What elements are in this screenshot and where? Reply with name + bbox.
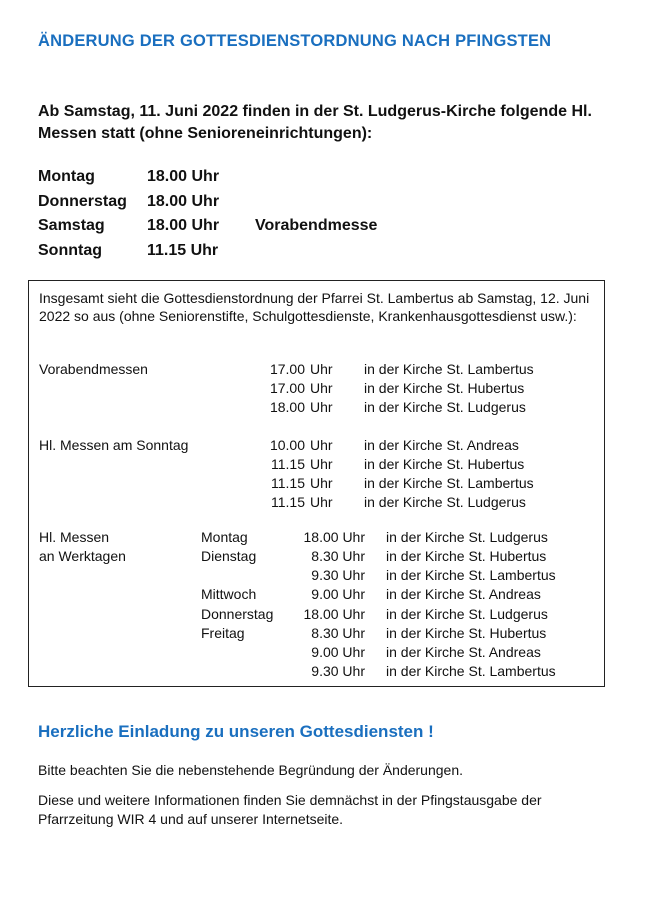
church: in der Kirche St. Hubertus bbox=[364, 456, 525, 472]
schedule-time: 18.00 Uhr bbox=[147, 168, 220, 185]
church: in der Kirche St. Lambertus bbox=[364, 475, 534, 491]
time: 8.30 Uhr bbox=[311, 548, 365, 564]
invitation-heading: Herzliche Einladung zu unseren Gottesdiensten ! bbox=[38, 722, 434, 741]
unit: Uhr bbox=[310, 380, 333, 396]
time: 17.00 bbox=[269, 361, 305, 377]
day: Montag bbox=[201, 529, 248, 545]
time: 11.15 bbox=[271, 456, 305, 472]
schedule-day: Montag bbox=[38, 168, 95, 185]
schedule-note: Vorabendmesse bbox=[255, 217, 378, 234]
intro-text: Ab Samstag, 11. Juni 2022 finden in der St. Ludgerus-Kirche folgende Hl. Messen statt (ohne Senioreneinrichtungen): bbox=[38, 103, 592, 142]
church: in der Kirche St. Andreas bbox=[386, 644, 541, 660]
time: 11.15 bbox=[271, 475, 305, 491]
schedule-day: Sonntag bbox=[38, 242, 102, 259]
schedule-time: 18.00 Uhr bbox=[147, 193, 220, 210]
time: 11.15 bbox=[271, 494, 305, 510]
church: in der Kirche St. Ludgerus bbox=[386, 529, 548, 545]
note-paragraph: Bitte beachten Sie die nebenstehende Begründung der Änderungen. bbox=[38, 762, 464, 778]
schedule-time: 11.15 Uhr bbox=[147, 242, 219, 259]
church: in der Kirche St. Andreas bbox=[386, 586, 541, 602]
schedule-time: 18.00 Uhr bbox=[147, 217, 220, 234]
unit: Uhr bbox=[310, 361, 333, 377]
time: 18.00 Uhr bbox=[303, 529, 365, 545]
time: 9.00 Uhr bbox=[311, 644, 365, 660]
church: in der Kirche St. Hubertus bbox=[364, 380, 525, 396]
time: 9.00 Uhr bbox=[311, 586, 365, 602]
time: 9.30 Uhr bbox=[311, 663, 365, 679]
day: Mittwoch bbox=[201, 586, 257, 602]
church: in der Kirche St. Hubertus bbox=[386, 548, 547, 564]
section-label: Vorabendmessen bbox=[39, 361, 148, 377]
day: Donnerstag bbox=[201, 606, 274, 622]
unit: Uhr bbox=[310, 437, 333, 453]
page-title: ÄNDERUNG DER GOTTESDIENSTORDNUNG NACH PFINGSTEN bbox=[38, 32, 552, 50]
time: 10.00 bbox=[269, 437, 305, 453]
time: 9.30 Uhr bbox=[311, 567, 365, 583]
overall-schedule-box bbox=[28, 280, 605, 687]
church: in der Kirche St. Lambertus bbox=[364, 361, 534, 377]
day: Freitag bbox=[201, 625, 245, 641]
unit: Uhr bbox=[310, 399, 333, 415]
unit: Uhr bbox=[310, 475, 333, 491]
info-paragraph: Diese und weitere Informationen finden Sie demnächst in der Pfingstausgabe der Pfarrzeitung WIR 4 und auf unserer Internetseite. bbox=[38, 792, 542, 827]
day: Dienstag bbox=[201, 548, 257, 564]
schedule-day: Samstag bbox=[38, 217, 105, 234]
time: 18.00 bbox=[269, 399, 305, 415]
time: 18.00 Uhr bbox=[303, 606, 365, 622]
church: in der Kirche St. Andreas bbox=[364, 437, 519, 453]
church: in der Kirche St. Ludgerus bbox=[364, 399, 526, 415]
time: 17.00 bbox=[269, 380, 305, 396]
schedule-day: Donnerstag bbox=[38, 193, 127, 210]
section-label: Hl. Messen bbox=[39, 529, 110, 545]
time: 8.30 Uhr bbox=[311, 625, 365, 641]
section-label: an Werktagen bbox=[39, 548, 126, 564]
church: in der Kirche St. Ludgerus bbox=[364, 494, 526, 510]
church: in der Kirche St. Lambertus bbox=[386, 567, 556, 583]
section-label: Hl. Messen am Sonntag bbox=[39, 437, 189, 453]
unit: Uhr bbox=[310, 494, 333, 510]
unit: Uhr bbox=[310, 456, 333, 472]
church: in der Kirche St. Ludgerus bbox=[386, 606, 548, 622]
church: in der Kirche St. Lambertus bbox=[386, 663, 556, 679]
church: in der Kirche St. Hubertus bbox=[386, 625, 547, 641]
box-intro-text: Insgesamt sieht die Gottesdienstordnung der Pfarrei St. Lambertus ab Samstag, 12. Juni 2022 so aus (ohne Seniorenstifte, Schulgottesdienste, Krankenhausgottesdienst usw.): bbox=[39, 290, 590, 324]
